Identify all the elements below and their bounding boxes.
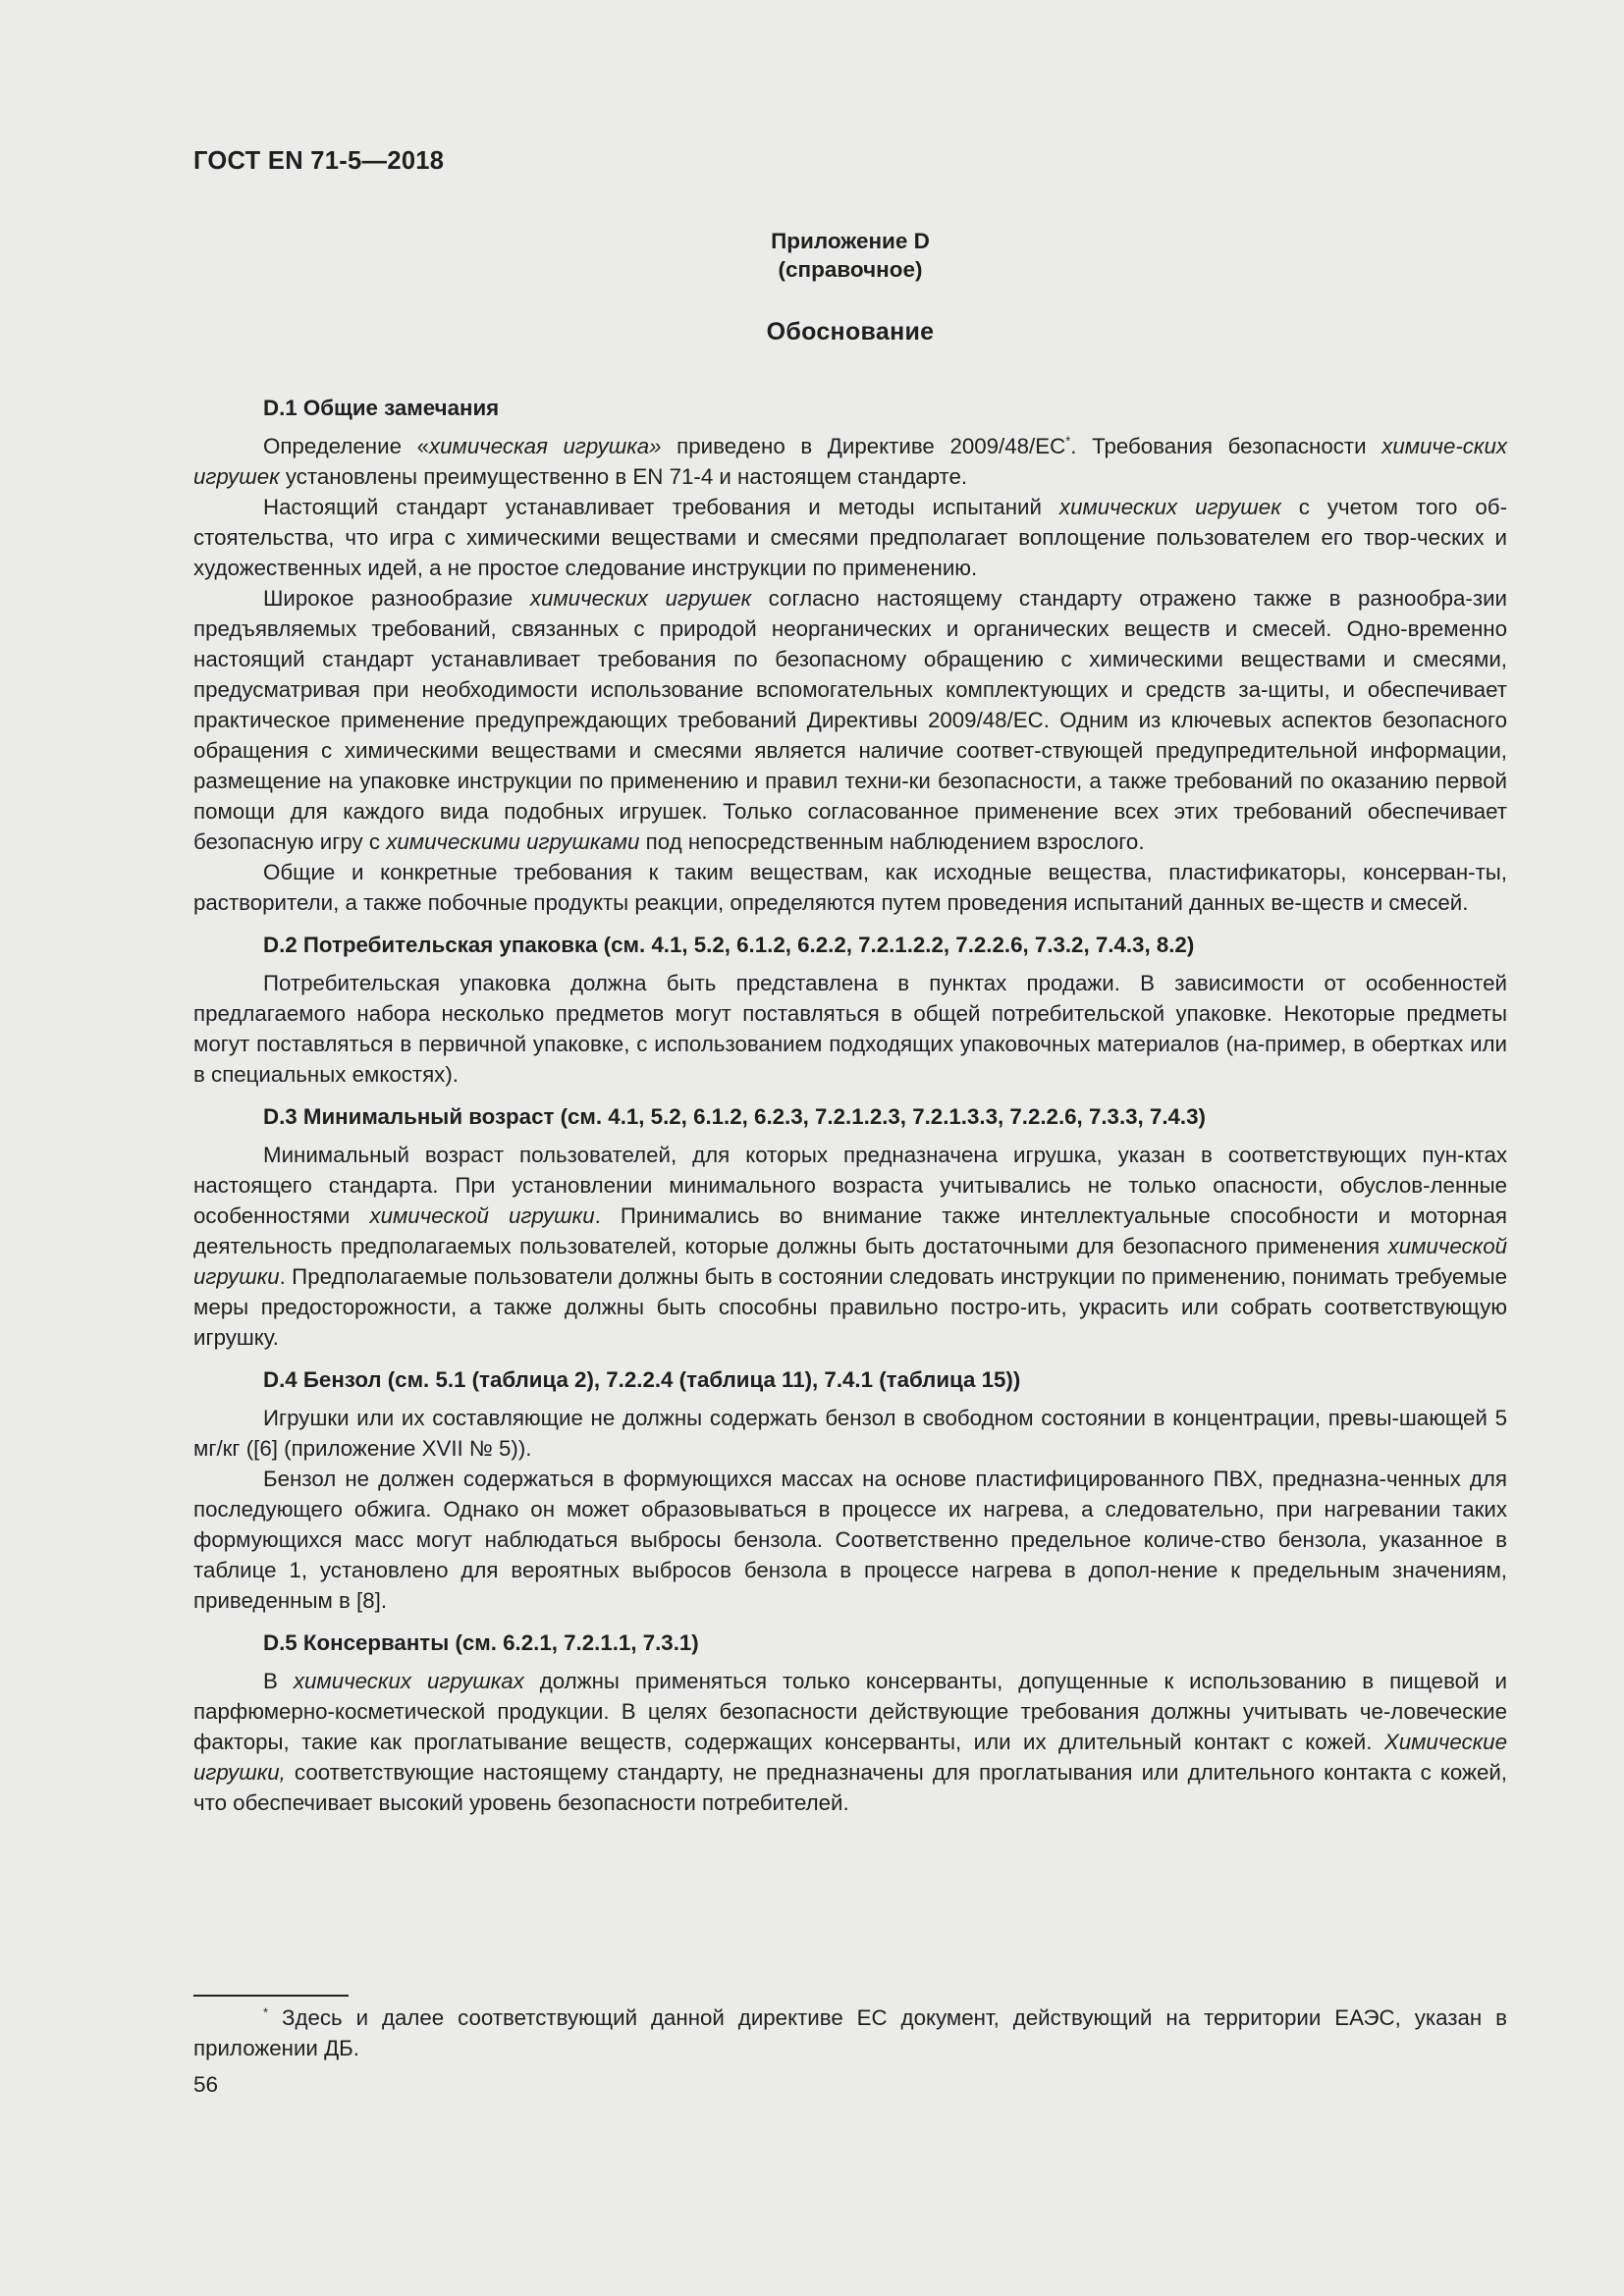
paragraph <box>193 1666 1507 1818</box>
text-run: химическая игрушка» <box>429 434 662 458</box>
text-run: химических игрушек <box>529 586 752 611</box>
document-header-id: ГОСТ EN 71-5—2018 <box>193 147 445 175</box>
text-run: согласно настоящему стандарту отражено также в разнообра-зии предъявляемых требований, связанных с природой неорганических и органических веществ и смесей. Одно-временно настоящий стандарт устанавливает требования по безопасному обращению с химическими веществами и смесями, предусматривая при необходимости использование вспомогательных комплектующих и средств за-щиты, и обеспечивает практическое применение предупреждающих требований Директивы 2009/48/ЕС. Одним из ключевых аспектов безопасного обращения с химическими веществами и смесями является наличие соответ-ствующей предупредительной информации, размещение на упаковке инструкции по применению и правил техни-ки безопасности, а также требований по оказанию первой помощи для каждого вида подобных игрушек. Только согласованное применение всех этих требований обеспечивает безопасную игру с <box>193 586 1507 854</box>
text-run: Настоящий стандарт устанавливает требования и методы испытаний <box>263 495 1059 519</box>
text-run: . Принимались во внимание также интеллектуальные способности и моторная деятельность предполагаемых пользователей, которые должны быть достаточными для безопасного применения <box>193 1203 1507 1258</box>
annex-type: (справочное) <box>778 257 923 282</box>
footnote-reference: * <box>1065 433 1071 449</box>
footnote-divider <box>193 1995 349 1997</box>
text-run: Потребительская упаковка должна быть представлена в пунктах продажи. В зависимости от особенностей предлагаемого набора несколько предметов могут поставляться в общей потребительской упаковке. Некоторые предметы могут поставляться в первичной упаковке, с использованием подходящих упаковочных материалов (на-пример, в обертках или в специальных емкостях). <box>193 971 1507 1087</box>
paragraph <box>193 1464 1507 1616</box>
text-run: Общие и конкретные требования к таким веществам, как исходные вещества, пластификаторы, консерван-ты, растворители, а также побочные продукты реакции, определяются путем проведения испытаний данных ве-ществ и смесей. <box>193 860 1507 915</box>
paragraph <box>193 492 1507 583</box>
section-heading: D.4 Бензол (см. 5.1 (таблица 2), 7.2.2.4 (таблица 11), 7.4.1 (таблица 15)) <box>263 1367 1021 1392</box>
text-run: Бензол не должен содержаться в формующихся массах на основе пластифицированного ПВХ, предназна-ченных для последующего обжига. Однако он может образовываться в процессе их нагрева, а следовательно, при нагревании таких формующихся масс могут наблюдаться выбросы бензола. Соответственно предельное количе-ство бензола, указанное в таблице 1, установлено для вероятных выбросов бензола в процессе нагрева в допол-нение к предельным значениям, приведенным в [8]. <box>193 1467 1507 1613</box>
paragraph <box>193 1140 1507 1353</box>
section-heading: D.2 Потребительская упаковка (см. 4.1, 5.2, 6.1.2, 6.2.2, 7.2.1.2.2, 7.2.2.6, 7.3.2, 7.4.3, 8.2) <box>263 933 1195 957</box>
section-heading: D.3 Минимальный возраст (см. 4.1, 5.2, 6.1.2, 6.2.3, 7.2.1.2.3, 7.2.1.3.3, 7.2.2.6, 7.3.3, 7.4.3) <box>263 1104 1206 1129</box>
text-run: Минимальный возраст пользователей, для которых предназначена игрушка, указан в соответствующих пун-ктах настоящего стандарта. При установлении минимального возраста учитывались не только опасности, обуслов-ленные особенностями <box>193 1143 1507 1228</box>
text-run: химических игрушек <box>1058 495 1281 519</box>
annex-heading: Обоснование <box>766 318 935 346</box>
paragraph <box>193 968 1507 1090</box>
annex-title: Приложение D <box>771 229 930 253</box>
paragraph <box>193 1403 1507 1464</box>
paragraph <box>193 583 1507 857</box>
text-run: под непосредственным наблюдением взрослого. <box>639 829 1145 854</box>
text-run: . Требования безопасности <box>1070 434 1382 458</box>
footnote-text: Здесь и далее соответствующий данной директиве ЕС документ, действующий на территории ЕАЭС, указан в приложении ДБ. <box>193 2005 1507 2060</box>
text-run: . Предполагаемые пользователи должны быть в состоянии следовать инструкции по применению, понимать требуемые меры предосторожности, а также должны быть способны правильно постро-ить, украсить или собрать соответствующую игрушку. <box>193 1264 1507 1350</box>
text-run: химическими игрушками <box>386 829 640 854</box>
text-run: химической игрушки <box>193 1234 1507 1289</box>
paragraph <box>193 431 1507 492</box>
footnote <box>193 2002 1507 2063</box>
text-run: Химические игрушки, <box>193 1730 1507 1785</box>
text-run: Определение « <box>263 434 429 458</box>
text-run: Игрушки или их составляющие не должны содержать бензол в свободном состоянии в концентрации, превы-шающей 5 мг/кг ([6] (приложение XVII № 5)). <box>193 1406 1507 1461</box>
text-run: Широкое разнообразие <box>263 586 530 611</box>
text-run: химической игрушки <box>369 1203 595 1228</box>
footnote-marker: * <box>263 2004 269 2020</box>
document-body <box>193 393 1507 1818</box>
text-run: соответствующие настоящему стандарту, не предназначены для проглатывания или длительного контакта с кожей, что обеспечивает высокий уровень безопасности потребителей. <box>193 1760 1507 1815</box>
text-run: установлены преимущественно в EN 71-4 и настоящем стандарте. <box>279 464 968 489</box>
section-heading: D.5 Консерванты (см. 6.2.1, 7.2.1.1, 7.3.1) <box>263 1630 699 1655</box>
paragraph <box>193 857 1507 918</box>
text-run: химиче-ских игрушек <box>193 434 1508 489</box>
text-run: должны применяться только консерванты, допущенные к использованию в пищевой и парфюмерно-косметической продукции. В целях безопасности действующие требования должны учитывать че-ловеческие факторы, такие как проглатывание веществ, содержащих консерванты, или их длительный контакт с кожей. <box>193 1669 1507 1754</box>
text-run: химических игрушках <box>293 1669 524 1693</box>
text-run: приведено в Директиве 2009/48/ЕС <box>661 434 1066 458</box>
text-run: В <box>263 1669 294 1693</box>
page-number: 56 <box>193 2072 219 2097</box>
section-heading: D.1 Общие замечания <box>263 396 500 420</box>
text-run: с учетом того об-стоятельства, что игра с химическими веществами и смесями предполагает воплощение пользователем его твор-ческих и художественных идей, а не простое следование инструкции по применению. <box>193 495 1507 580</box>
